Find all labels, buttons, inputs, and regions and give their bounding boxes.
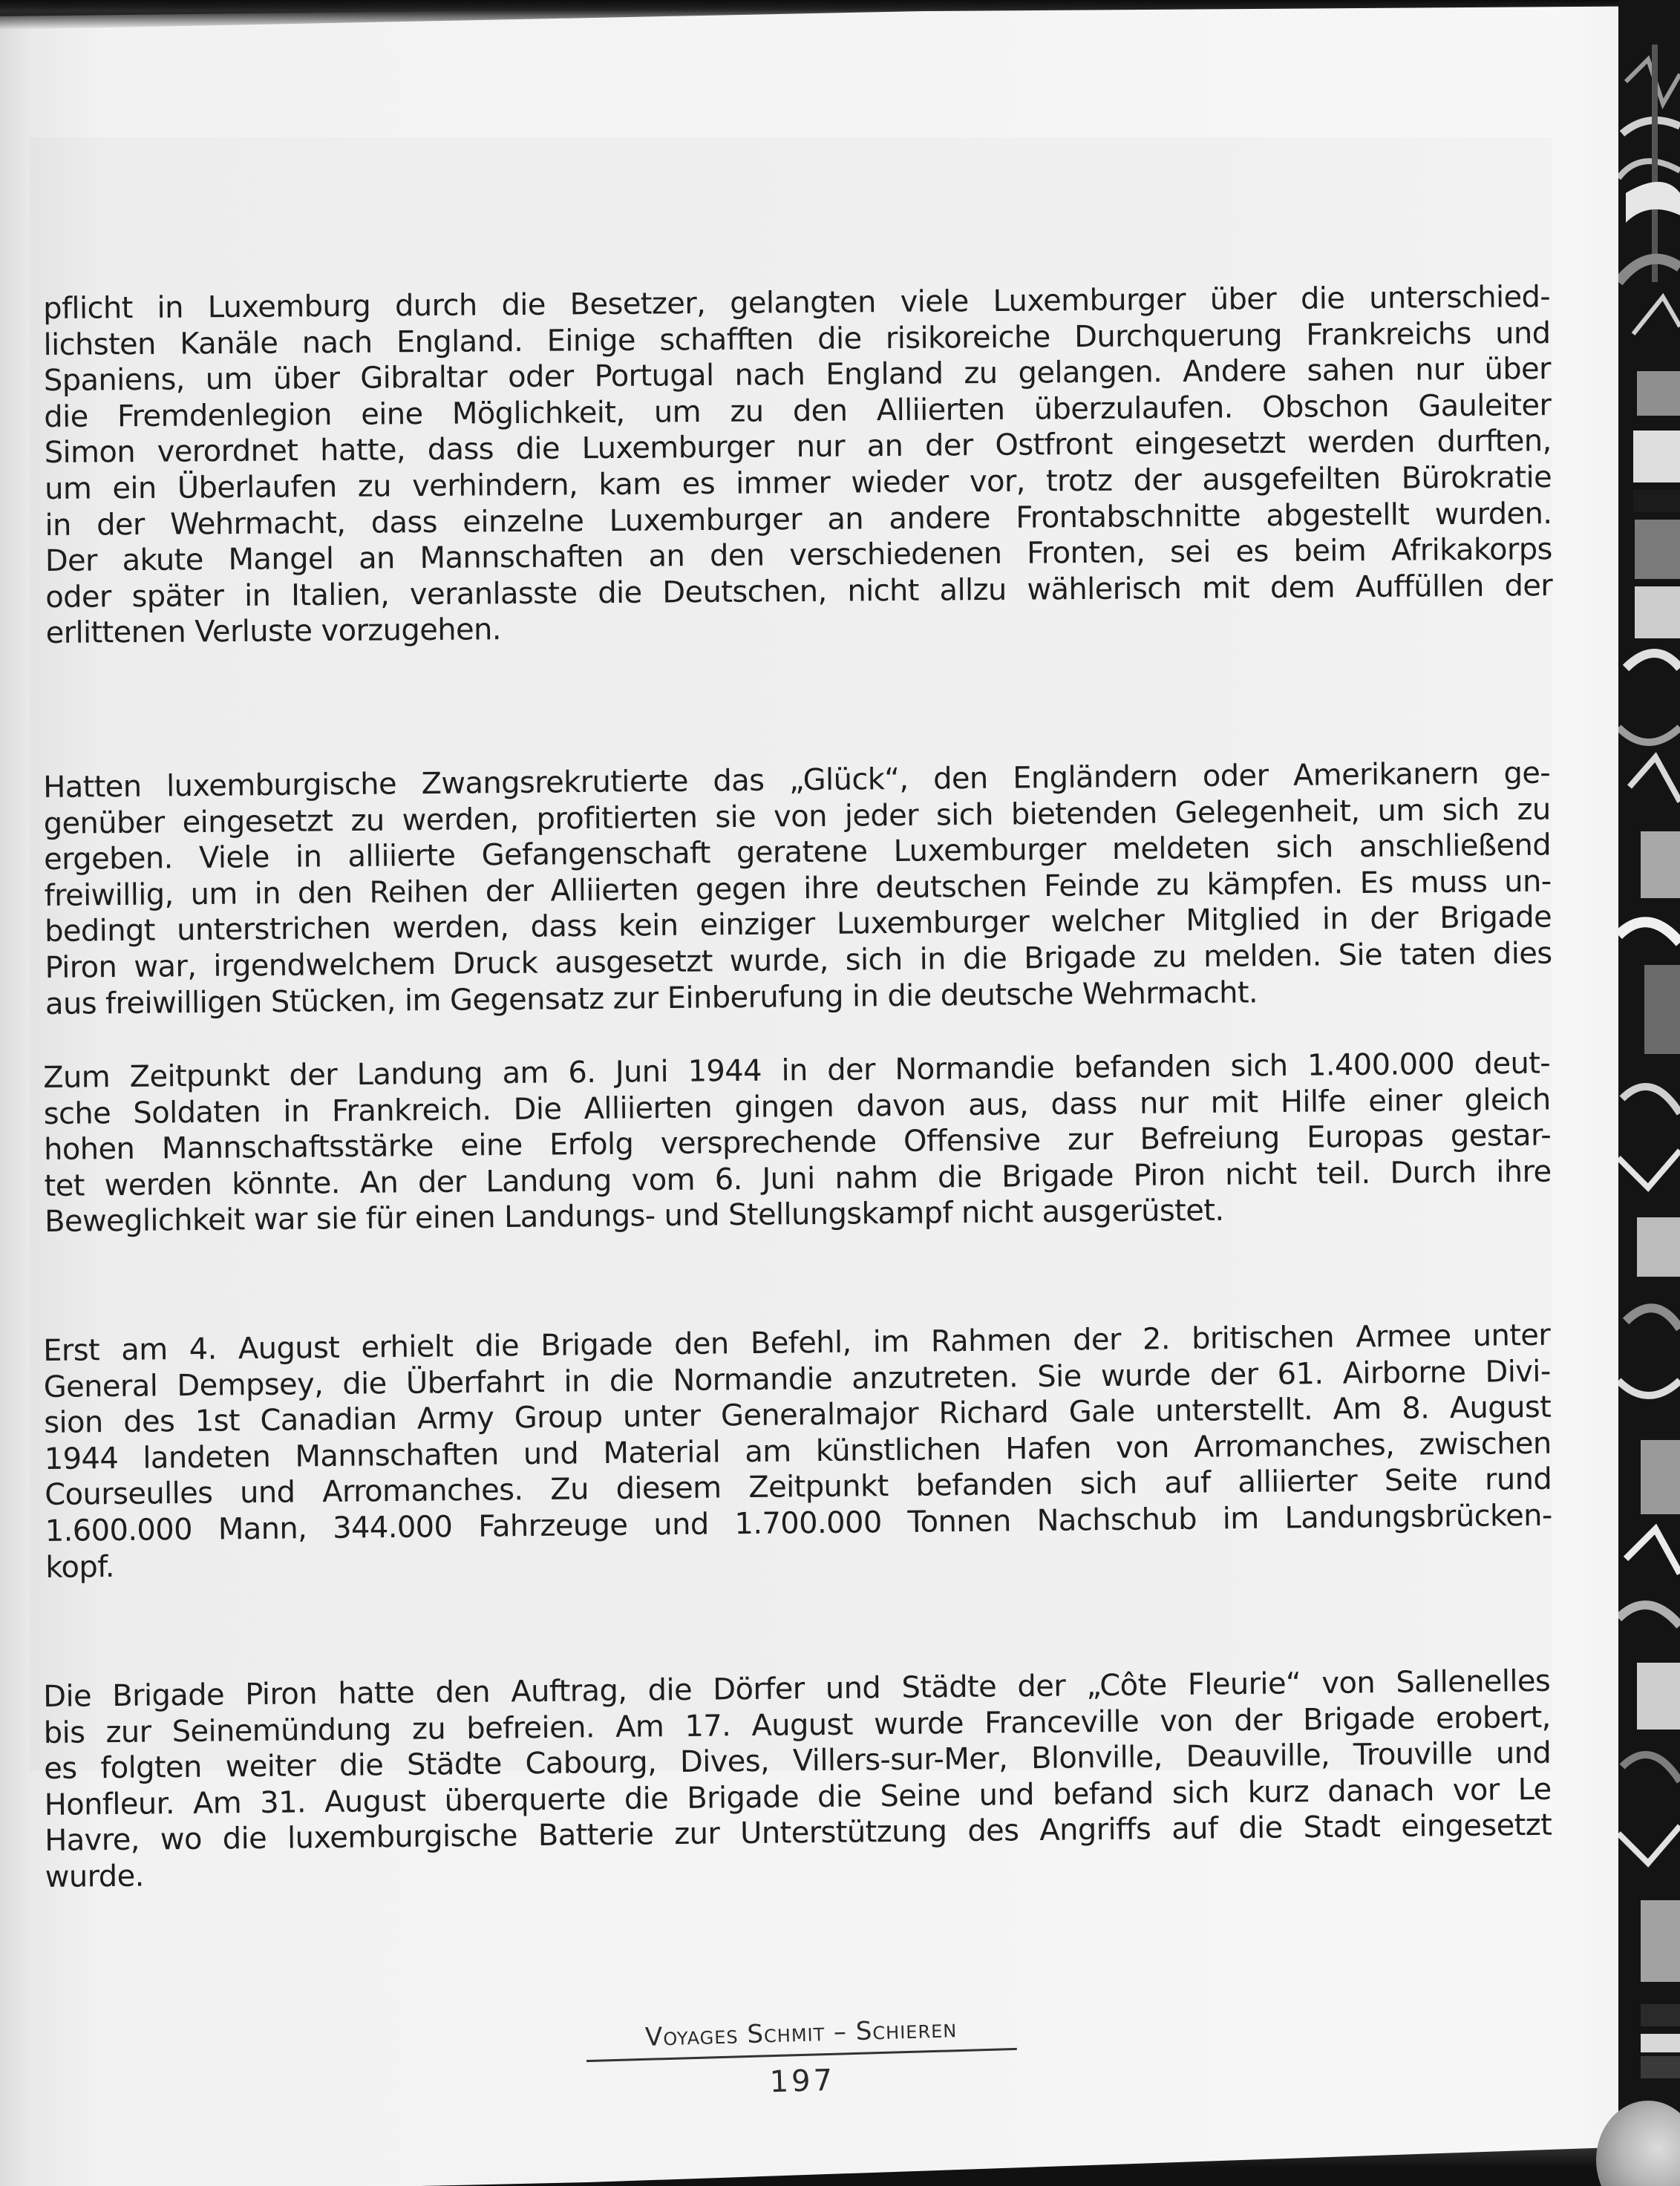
text-line: Havre, wo die luxemburgische Batterie zur Unterstützung des Angriffs auf die Stadt eingesetzt (45, 1808, 1552, 1859)
text-line: oder später in Italien, veranlasste die Deutschen, nicht allzu wählerisch mit dem Auffüllen der (45, 568, 1553, 615)
stained-glass-image (1618, 0, 1680, 2186)
text-line: Simon verordnet hatte, dass die Luxemburger nur an der Ostfront eingesetzt werden durften, (44, 424, 1552, 471)
text-line: bis zur Seinemündung zu befreien. Am 17. August wurde Franceville von der Brigade erobert, (43, 1700, 1551, 1750)
text-line: 1944 landeten Mannschaften und Material am künstlichen Hafen von Arromanches, zwischen (44, 1426, 1552, 1476)
text-line: tet werden könnte. An der Landung vom 6. Juni nahm die Brigade Piron nicht teil. Durch ihre (44, 1154, 1552, 1203)
text-line: Zum Zeitpunkt der Landung am 6. Juni 1944 in der Normandie befanden sich 1.400.000 deut- (43, 1046, 1551, 1095)
paragraph (43, 279, 1553, 652)
text-line: die Fremdenlegion eine Möglichkeit, um zu den Alliierten überzulaufen. Obschon Gauleiter (44, 387, 1552, 434)
text-line: aus freiwilligen Stücken, im Gegensatz zur Einberufung in die deutsche Wehrmacht. (45, 975, 1258, 1021)
text-line: Der akute Mangel an Mannschaften an den verschiedenen Fronten, sei es beim Afrikakorps (45, 532, 1552, 579)
text-line: 1.600.000 Mann, 344.000 Fahrzeuge und 1.700.000 Tonnen Nachschub im Landungsbrücken- (45, 1498, 1552, 1548)
text-line: ergeben. Viele in alliierte Gefangenschaft geratene Luxemburger meldeten sich anschließend (43, 828, 1552, 877)
text-line: in der Wehrmacht, dass einzelne Luxemburger an andere Frontabschnitte abgestellt wurden. (45, 496, 1552, 543)
facing-page-photo-detail (1596, 2101, 1680, 2186)
text-line: General Dempsey, die Überfahrt in die Normandie anzutreten. Sie wurde der 61. Airborne Divi- (43, 1354, 1551, 1404)
text-line: genüber eingesetzt zu werden, profitierten sie von jeder sich bietenden Gelegenheit, um sich zu (43, 792, 1551, 841)
text-line: bedingt unterstrichen werden, dass kein einziger Luxemburger welcher Mitglied in der Brigade (44, 900, 1552, 949)
text-line: um ein Überlaufen zu verhindern, kam es immer wieder vor, trotz der ausgefeilten Bürokratie (44, 460, 1552, 506)
text-line: Die Brigade Piron hatte den Auftrag, die Dörfer und Städte der „Côte Fleurie“ von Sallenelles (43, 1663, 1551, 1714)
text-line: Beweglichkeit war sie für einen Landungs- und Stellungskampf nicht ausgerüstet. (44, 1194, 1224, 1240)
text-line: hohen Mannschaftsstärke eine Erfolg versprechende Offensive zur Befreiung Europas gestar- (43, 1118, 1552, 1168)
text-line: lichsten Kanäle nach England. Einige schafften die risikoreiche Durchquerung Frankreichs und (43, 315, 1551, 362)
text-line: Spaniens, um über Gibraltar oder Portugal nach England zu gelangen. Andere sahen nur über (43, 352, 1552, 399)
text-line: wurde. (45, 1859, 144, 1894)
text-line: Piron war, irgendwelchem Druck ausgesetzt wurde, sich in die Brigade zu melden. Sie taten dies (45, 936, 1552, 985)
text-line: es folgten weiter die Städte Cabourg, Dives, Villers-sur-Mer, Blonville, Deauville, Trouville und (44, 1735, 1552, 1787)
text-line: sion des 1st Canadian Army Group unter Generalmajor Richard Gale unterstellt. Am 8. August (44, 1390, 1552, 1441)
paragraph (43, 1318, 1552, 1585)
text-line: Hatten luxemburgische Zwangsrekrutierte das „Glück“, den Engländern oder Amerikanern ge- (43, 756, 1551, 805)
paragraph (43, 1046, 1552, 1240)
text-line: Erst am 4. August erhielt die Brigade den Befehl, im Rahmen der 2. britischen Armee unter (43, 1318, 1551, 1368)
facing-page-photo (1618, 0, 1680, 2186)
text-line: Honfleur. Am 31. August überquerte die Brigade die Seine und befand sich kurz danach vor Le (44, 1772, 1552, 1822)
text-line: pflicht in Luxemburg durch die Besetzer, gelangten viele Luxemburger über die unterschied- (43, 280, 1551, 326)
text-line: Courseulles und Arromanches. Zu diesem Zeitpunkt befanden sich auf alliierter Seite rund (45, 1462, 1552, 1513)
running-footer-title: Voyages Schmit – Schieren (644, 2014, 958, 2052)
page-footer (578, 2009, 1026, 2106)
paragraph (43, 1663, 1552, 1896)
paragraph (43, 756, 1552, 1023)
text-line: freiwillig, um in den Reihen der Alliierten gegen ihre deutschen Feinde zu kämpfen. Es muss un- (44, 864, 1552, 913)
text-line: sche Soldaten in Frankreich. Die Alliierten gingen davon aus, dass nur mit Hilfe einer gleich (43, 1082, 1551, 1131)
text-line: kopf. (45, 1549, 115, 1585)
top-binding-shadow (0, 0, 1680, 30)
bottom-binding-shadow (0, 2138, 1680, 2186)
page-number: 197 (769, 2063, 836, 2100)
text-line: erlittenen Verluste vorzugehen. (45, 612, 502, 651)
